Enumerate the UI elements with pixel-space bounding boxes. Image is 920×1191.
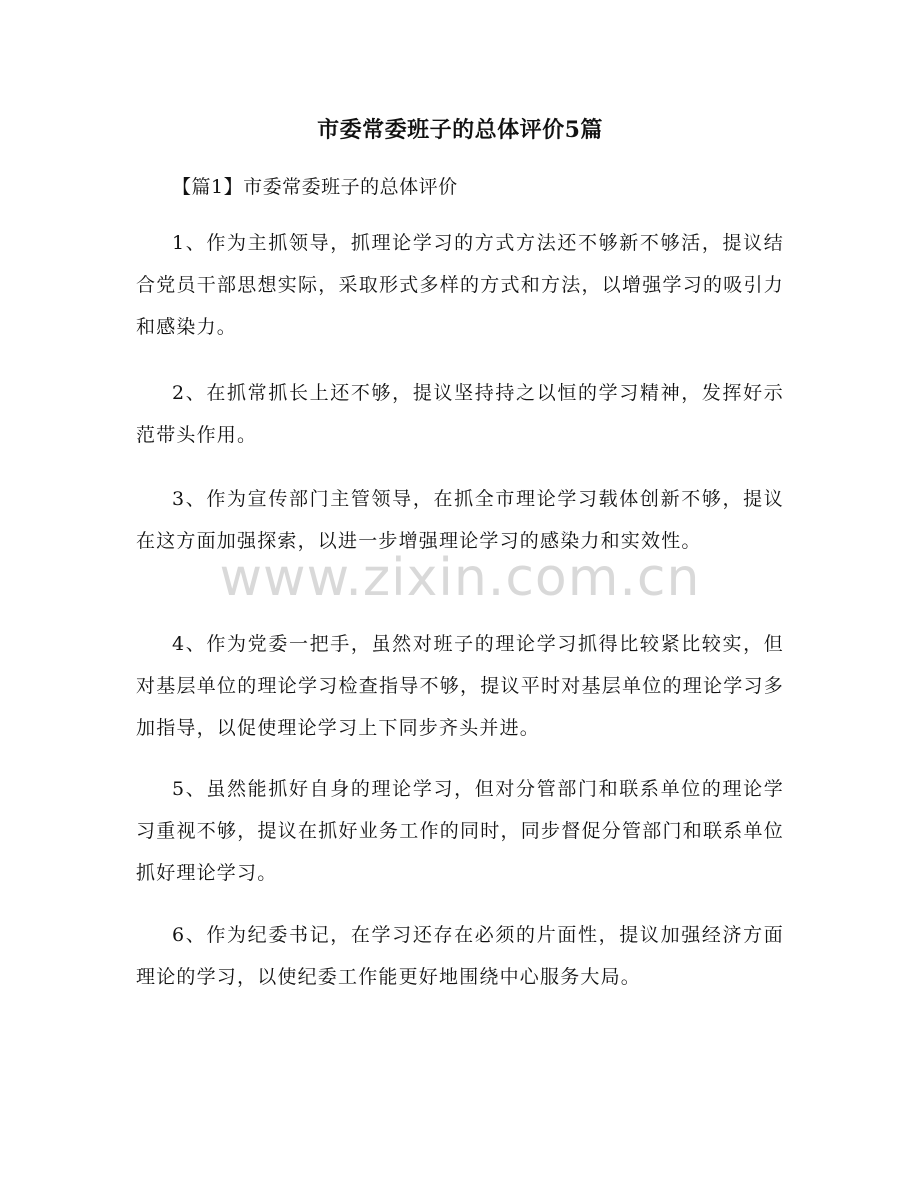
section-heading: 【篇1】市委常委班子的总体评价 <box>172 176 458 198</box>
paragraph-1: 1、作为主抓领导，抓理论学习的方式方法还不够新不够活，提议结合党员干部思想实际，采取形式多样的方式和方法，以增强学习的吸引力和感染力。 <box>136 232 784 338</box>
document-title: 市委常委班子的总体评价5篇 <box>317 117 603 143</box>
paragraph-5: 5、虽然能抓好自身的理论学习，但对分管部门和联系单位的理论学习重视不够，提议在抓好业务工作的同时，同步督促分管部门和联系单位抓好理论学习。 <box>136 778 784 884</box>
watermark-text: www.zixin.com.cn <box>219 548 701 608</box>
paragraph-6: 6、作为纪委书记，在学习还存在必须的片面性，提议加强经济方面理论的学习，以使纪委工作能更好地围绕中心服务大局。 <box>136 924 784 988</box>
paragraph-3: 3、作为宣传部门主管领导，在抓全市理论学习载体创新不够，提议在这方面加强探索，以进一步增强理论学习的感染力和实效性。 <box>136 488 784 552</box>
paragraph-4: 4、作为党委一把手，虽然对班子的理论学习抓得比较紧比较实，但对基层单位的理论学习检查指导不够，提议平时对基层单位的理论学习多加指导，以促使理论学习上下同步齐头并进。 <box>136 633 784 739</box>
paragraph-2: 2、在抓常抓长上还不够，提议坚持持之以恒的学习精神，发挥好示范带头作用。 <box>136 382 784 446</box>
